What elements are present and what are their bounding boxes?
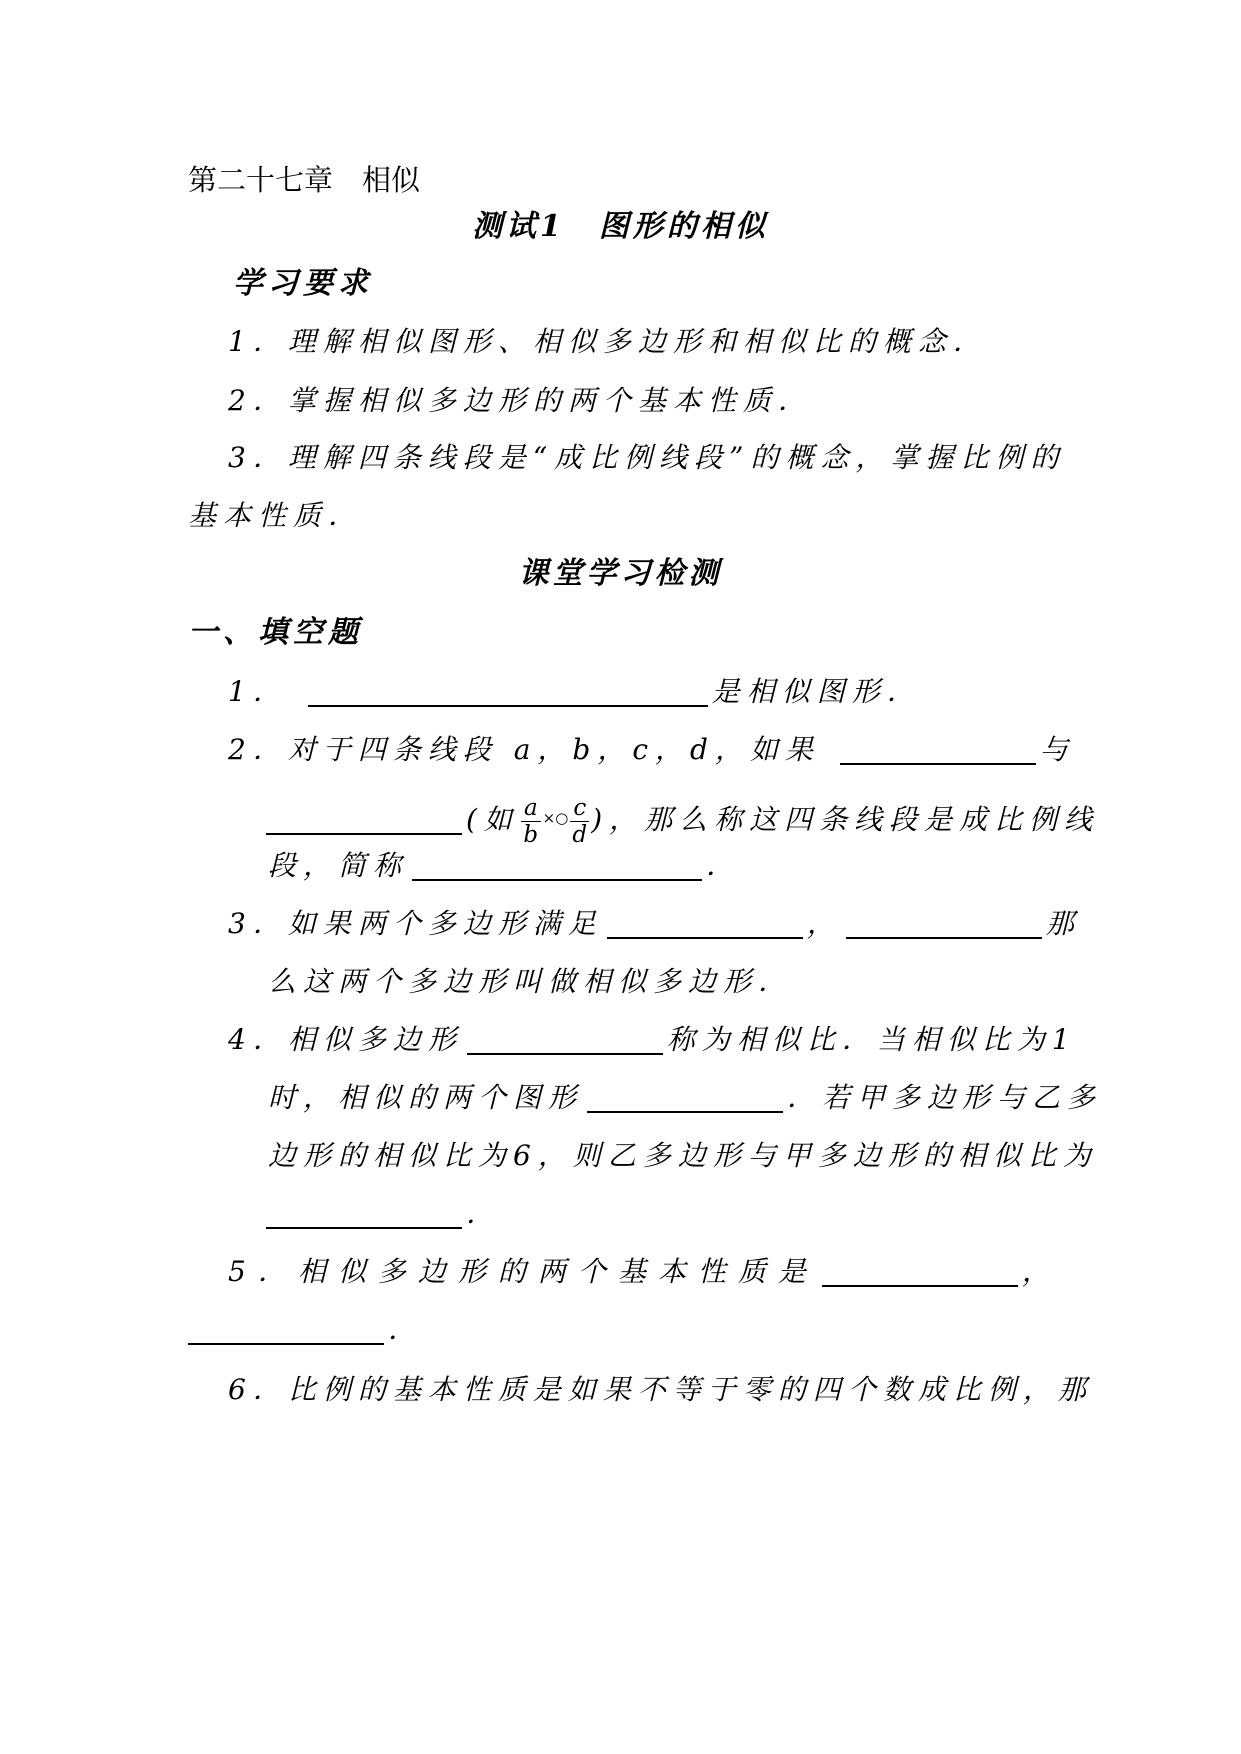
question-number: 3． bbox=[228, 907, 288, 940]
requirement-item: 3．理解四条线段是“成比例线段”的概念，掌握比例的 bbox=[228, 441, 1066, 474]
question-number: 6． bbox=[228, 1373, 288, 1406]
question-text: )，那么称这四条线段是成比例线 bbox=[591, 803, 1100, 836]
fraction-a-over-b: $\frac{a}{b}$ bbox=[521, 795, 541, 848]
question-text: ． bbox=[706, 849, 742, 882]
question-2 bbox=[228, 730, 1075, 770]
question-text: ．若甲多边形与乙多 bbox=[787, 1081, 1103, 1114]
question-text: 相似多边形的两个基本性质是 bbox=[297, 1255, 818, 1288]
section-title: 课堂学习检测 bbox=[518, 556, 723, 591]
answer-blank[interactable] bbox=[467, 1025, 663, 1055]
requirement-item: 2．掌握相似多边形的两个基本性质． bbox=[228, 384, 813, 417]
question-2-line-2 bbox=[262, 790, 1099, 848]
question-text: (如 bbox=[466, 803, 519, 836]
question-text: 段，简称 bbox=[268, 849, 409, 882]
question-text: 对于四条线段 a，b，c，d，如果 bbox=[287, 733, 820, 766]
question-number: 5． bbox=[228, 1255, 298, 1288]
answer-blank[interactable] bbox=[840, 735, 1036, 765]
question-text: ． bbox=[388, 1313, 424, 1346]
question-3-line-2: 么这两个多边形叫做相似多边形． bbox=[268, 965, 794, 998]
answer-blank[interactable] bbox=[822, 1257, 1018, 1287]
answer-blank[interactable] bbox=[266, 805, 462, 835]
question-2-line-3 bbox=[268, 846, 741, 886]
question-text: 时，相似的两个图形 bbox=[268, 1081, 584, 1114]
question-text: ． bbox=[466, 1197, 502, 1230]
answer-blank[interactable] bbox=[188, 1315, 384, 1345]
question-5 bbox=[228, 1252, 1062, 1292]
answer-blank[interactable] bbox=[846, 909, 1042, 939]
question-4 bbox=[228, 1020, 1077, 1060]
fraction-c-over-d: $\frac{c}{d}$ bbox=[570, 795, 589, 848]
question-4-line-2 bbox=[268, 1078, 1102, 1118]
answer-blank[interactable] bbox=[266, 1199, 462, 1229]
requirements-heading: 学习要求 bbox=[233, 266, 373, 301]
question-5-line-2 bbox=[184, 1310, 423, 1350]
answer-blank[interactable] bbox=[412, 851, 702, 881]
question-text: 相似多边形 bbox=[287, 1023, 463, 1056]
question-text: 称为相似比．当相似比为1 bbox=[666, 1023, 1077, 1056]
question-number: 1． bbox=[228, 675, 288, 708]
question-text: 如果两个多边形满足 bbox=[287, 907, 603, 940]
question-number: 4． bbox=[228, 1023, 288, 1056]
question-4-line-3: 边形的相似比为6，则乙多边形与甲多边形的相似比为 bbox=[268, 1139, 1098, 1172]
question-text: 比例的基本性质是如果不等于零的四个数成比例，那 bbox=[287, 1373, 1093, 1406]
requirement-item: 1．理解相似图形、相似多边形和相似比的概念． bbox=[228, 325, 988, 358]
chapter-title: 第二十七章 相似 bbox=[188, 163, 421, 197]
question-text: ， bbox=[806, 907, 842, 940]
test-title: 测试1 图形的相似 bbox=[472, 209, 769, 244]
answer-blank[interactable] bbox=[587, 1083, 783, 1113]
answer-blank[interactable] bbox=[308, 677, 708, 707]
requirement-item: 基本性质． bbox=[188, 499, 364, 532]
question-1 bbox=[228, 672, 922, 712]
question-6 bbox=[228, 1370, 1093, 1410]
question-text: 与 bbox=[1039, 733, 1075, 766]
part-title: 一、填空题 bbox=[188, 615, 363, 650]
question-text: ， bbox=[1021, 1255, 1062, 1288]
answer-blank[interactable] bbox=[607, 909, 803, 939]
question-text: 那 bbox=[1045, 907, 1081, 940]
operator-symbol: ×○ bbox=[542, 809, 569, 827]
question-number: 2． bbox=[228, 733, 288, 766]
question-4-line-4 bbox=[262, 1194, 501, 1234]
question-text: 是相似图形． bbox=[711, 675, 922, 708]
question-3 bbox=[228, 904, 1081, 944]
